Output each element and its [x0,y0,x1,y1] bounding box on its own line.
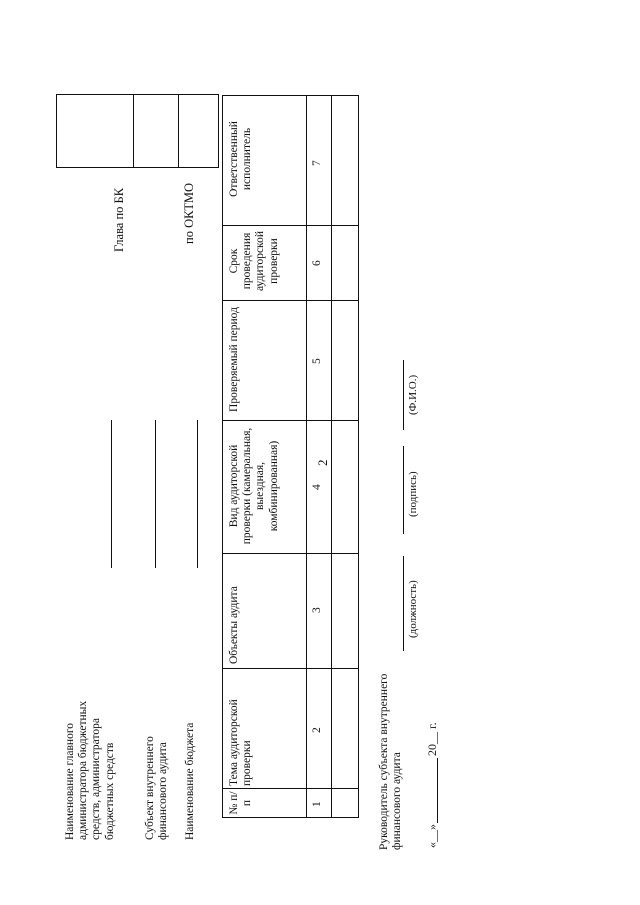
budget-label: Наименование бюджета [184,722,196,840]
col-header-5: Проверяемый период [228,307,240,412]
subject-label: Субъект внутреннего финансового аудита [144,736,170,840]
oktmo-label: по ОКТМО [182,182,196,244]
admin-label: Наименование главного администратора бюджетных средств, администратора бюджетных средств [64,700,116,840]
subject-fill-line [155,420,156,568]
date-open: «__» [425,824,439,848]
name-line [403,360,404,430]
col-number-1: 1 [311,801,323,807]
col-number-6: 6 [311,260,323,266]
code-box [56,94,219,168]
col-number-7: 7 [311,160,323,166]
col-header-4: Вид аудиторской проверки (камеральная, выездная, комбинированная) [228,427,280,545]
col-header-2: Тема аудиторской проверки [228,699,254,786]
col-header-6: Срок проведения аудиторской проверки [228,231,280,291]
col-header-1: № п/п [228,791,254,815]
col-number-5: 5 [311,358,323,364]
col-number-4: 4 [311,484,323,490]
budget-fill-line [197,420,198,568]
admin-fill-line [111,420,112,568]
col-header-3: Объекты аудита [228,586,240,664]
signature-line [403,446,404,534]
head-label: Руководитель субъекта внутреннего финансового аудита [378,673,404,850]
date-year: 20__ г. [425,722,439,756]
page-number: 2 [315,459,330,466]
glava-label: Глава по БК [112,187,126,252]
position-caption: (должность) [407,580,419,638]
date-month-line [437,758,438,823]
col-header-7: Ответственный исполнитель [228,121,254,197]
col-number-3: 3 [311,607,323,613]
position-line [403,556,404,651]
col-number-2: 2 [311,727,323,733]
name-caption: (Ф.И.О.) [407,374,419,415]
signature-caption: (подпись) [407,471,419,517]
